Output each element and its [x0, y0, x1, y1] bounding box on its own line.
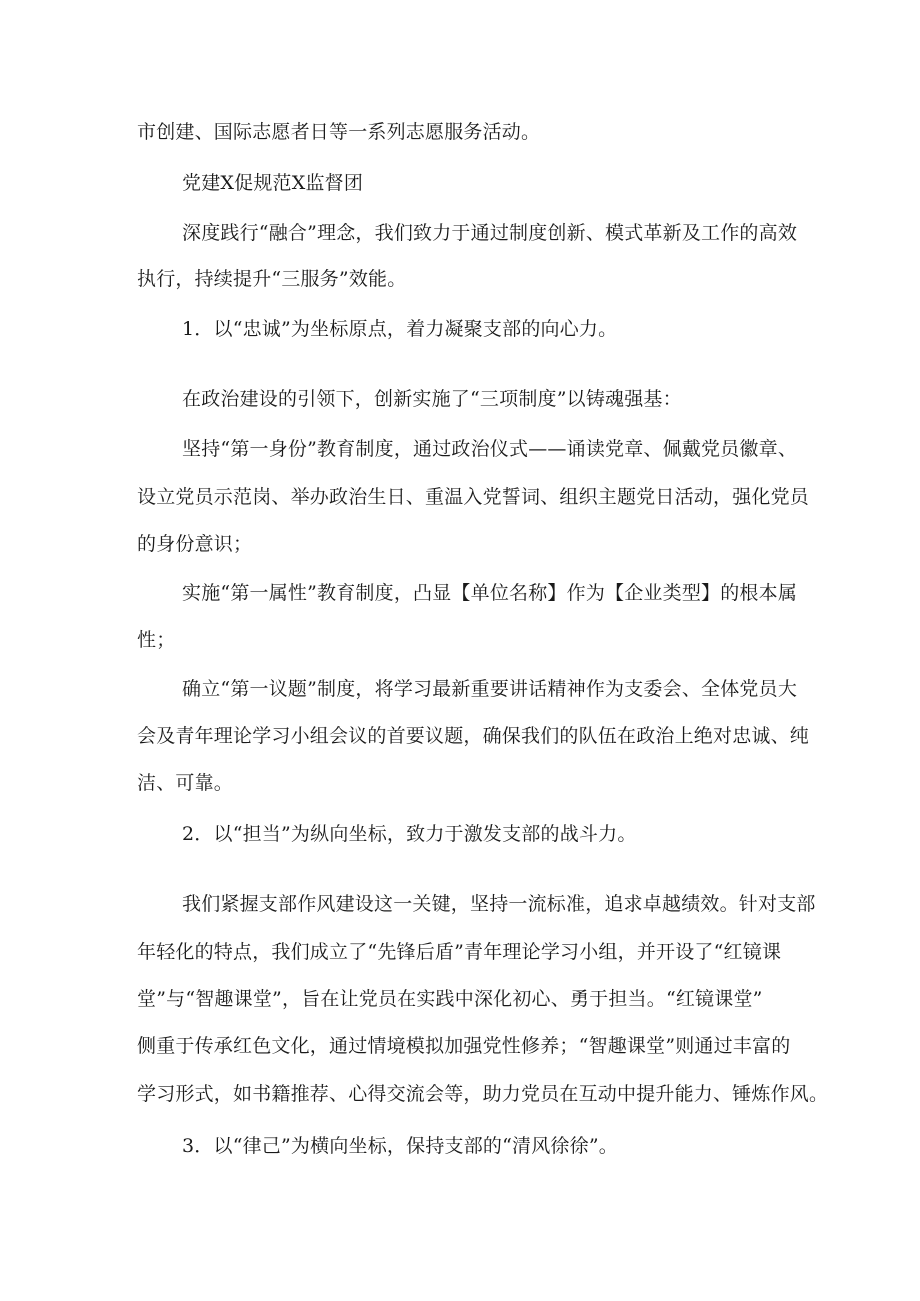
text-line: 的身份意识； [137, 533, 253, 555]
numbered-heading-2: 2．以“担当”为纵向坐标，致力于激发支部的战斗力。 [182, 823, 637, 845]
text-line: 学习形式，如书籍推荐、心得交流会等，助力党员在互动中提升能力、锤炼作风。 [137, 1083, 829, 1105]
text-line: 市创建、国际志愿者日等一系列志愿服务活动。 [137, 121, 541, 143]
text-line: 会及青年理论学习小组会议的首要议题，确保我们的队伍在政治上绝对忠诚、纯 [137, 725, 810, 747]
text-line: 确立“第一议题”制度，将学习最新重要讲话精神作为支委会、全体党员大 [182, 678, 798, 700]
text-line: 侧重于传承红色文化，通过情境模拟加强党性修养；“智趣课堂”则通过丰富的 [137, 1035, 791, 1057]
text-line: 性； [137, 629, 176, 651]
text-line: 堂”与“智趣课堂”，旨在让党员在实践中深化初心、勇于担当。“红镜课堂” [137, 988, 763, 1010]
text-line: 执行，持续提升“三服务”效能。 [137, 268, 407, 290]
text-line: 年轻化的特点，我们成立了“先锋后盾”青年理论学习小组，并开设了“红镜课 [137, 941, 782, 963]
section-heading: 党建X促规范X监督团 [182, 172, 364, 194]
text-line: 洁、可靠。 [137, 772, 234, 794]
text-line: 我们紧握支部作风建设这一关键，坚持一流标准，追求卓越绩效。针对支部 [182, 893, 816, 915]
text-line: 设立党员示范岗、举办政治生日、重温入党誓词、组织主题党日活动，强化党员 [137, 486, 810, 508]
text-line: 坚持“第一身份”教育制度，通过政治仪式——诵读党章、佩戴党员徽章、 [182, 438, 798, 460]
text-line: 在政治建设的引领下，创新实施了“三项制度”以铸魂强基： [182, 388, 682, 410]
text-line: 实施“第一属性”教育制度，凸显【单位名称】作为【企业类型】的根本属 [182, 582, 798, 604]
numbered-heading-1: 1．以“忠诚”为坐标原点，着力凝聚支部的向心力。 [182, 318, 618, 340]
numbered-heading-3: 3．以“律己”为横向坐标，保持支部的“清风徐徐”。 [182, 1135, 618, 1157]
text-line: 深度践行“融合”理念，我们致力于通过制度创新、模式革新及工作的高效 [182, 222, 798, 244]
